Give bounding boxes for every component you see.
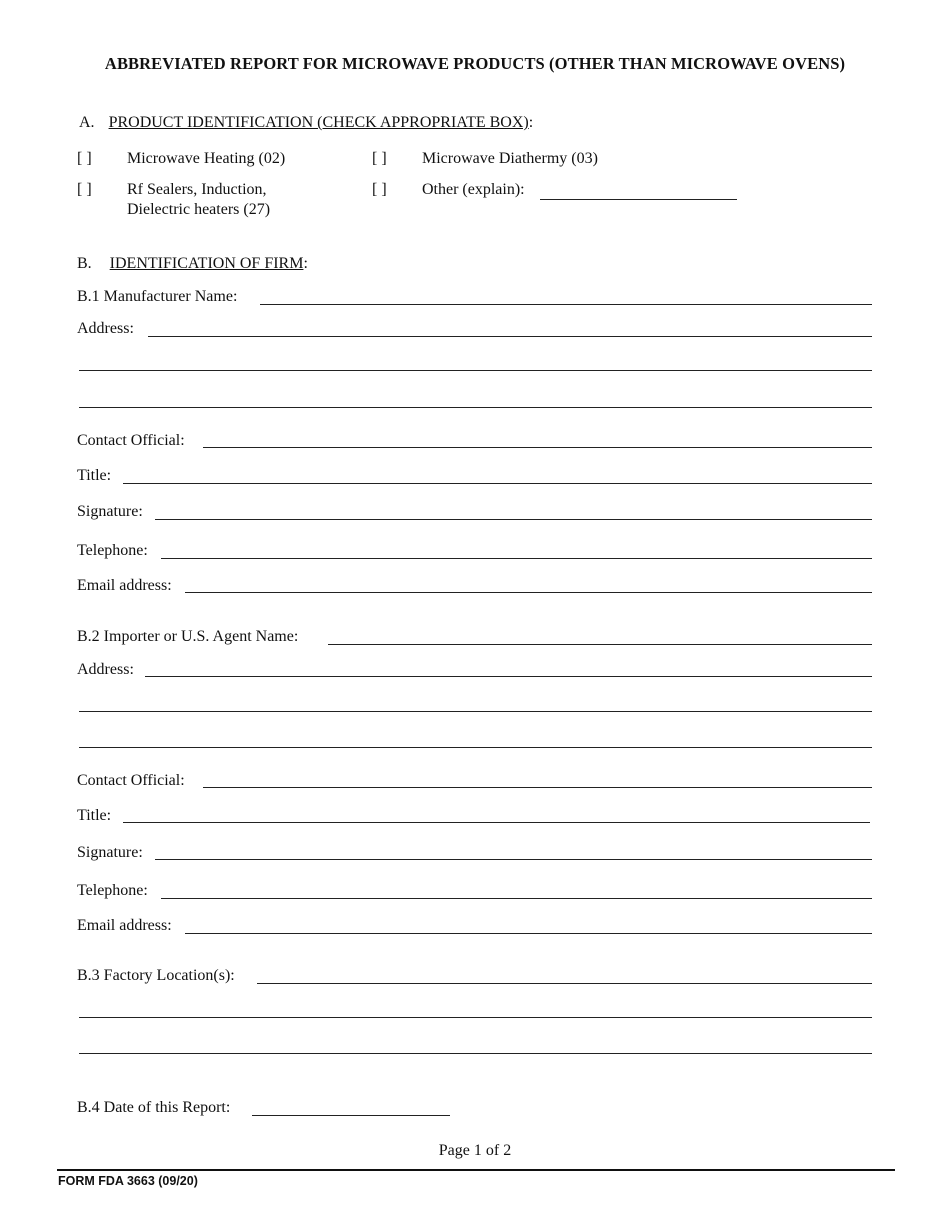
b2-email-field[interactable]	[185, 933, 872, 934]
page-number: Page 1 of 2	[438, 1142, 512, 1159]
b2-email-label: Email address:	[77, 917, 172, 934]
b1-address-field-1[interactable]	[148, 336, 872, 337]
b1-signature-field[interactable]	[155, 519, 872, 520]
b1-address-label: Address:	[77, 320, 134, 337]
manufacturer-name-field[interactable]	[260, 304, 872, 305]
factory-location-label: B.3 Factory Location(s):	[77, 967, 235, 984]
checkbox-microwave-heating[interactable]: [ ]	[77, 150, 92, 167]
b1-address-field-2[interactable]	[79, 370, 872, 371]
b2-signature-label: Signature:	[77, 844, 143, 861]
importer-name-label: B.2 Importer or U.S. Agent Name:	[77, 628, 299, 645]
b2-signature-field[interactable]	[155, 859, 872, 860]
factory-location-field-3[interactable]	[79, 1053, 872, 1054]
b2-address-field-1[interactable]	[145, 676, 872, 677]
b1-signature-label: Signature:	[77, 503, 143, 520]
b1-contact-official-label: Contact Official:	[77, 432, 185, 449]
b2-title-label: Title:	[77, 807, 112, 824]
b2-contact-official-field[interactable]	[203, 787, 872, 788]
section-a-colon: :	[528, 114, 534, 131]
option-rf-sealers-label-line2: Dielectric heaters (27)	[127, 201, 271, 218]
section-b-title: IDENTIFICATION OF FIRM	[109, 255, 304, 272]
b1-title-label: Title:	[77, 467, 112, 484]
other-explain-field[interactable]	[540, 199, 737, 200]
checkbox-rf-sealers[interactable]: [ ]	[77, 181, 92, 198]
report-date-label: B.4 Date of this Report:	[77, 1099, 231, 1116]
footer-rule	[57, 1169, 895, 1171]
form-identifier: FORM FDA 3663 (09/20)	[58, 1174, 198, 1188]
form-title: ABBREVIATED REPORT FOR MICROWAVE PRODUCTS (OTHER THAN MICROWAVE OVENS)	[104, 54, 846, 73]
b2-address-field-2[interactable]	[79, 711, 872, 712]
b2-contact-official-label: Contact Official:	[77, 772, 185, 789]
b2-address-field-3[interactable]	[79, 747, 872, 748]
b2-telephone-field[interactable]	[161, 898, 872, 899]
b2-telephone-label: Telephone:	[77, 882, 148, 899]
b2-address-label: Address:	[77, 661, 134, 678]
section-a-heading	[79, 114, 533, 132]
b1-address-field-3[interactable]	[79, 407, 872, 408]
section-b-letter: B.	[77, 255, 92, 272]
checkbox-microwave-diathermy[interactable]: [ ]	[372, 150, 387, 167]
importer-name-field[interactable]	[328, 644, 872, 645]
section-b-colon: :	[303, 255, 308, 272]
option-rf-sealers-label: Rf Sealers, Induction,	[127, 181, 267, 198]
b2-title-field[interactable]	[123, 822, 870, 823]
section-a-title: PRODUCT IDENTIFICATION (CHECK APPROPRIATE BOX)	[108, 114, 529, 131]
section-b-heading	[77, 255, 308, 273]
b1-email-field[interactable]	[185, 592, 872, 593]
factory-location-field-2[interactable]	[79, 1017, 872, 1018]
b1-telephone-label: Telephone:	[77, 542, 148, 559]
b1-email-label: Email address:	[77, 577, 172, 594]
b1-title-field[interactable]	[123, 483, 872, 484]
option-microwave-diathermy-label: Microwave Diathermy (03)	[422, 150, 598, 167]
checkbox-other[interactable]: [ ]	[372, 181, 387, 198]
b1-contact-official-field[interactable]	[203, 447, 872, 448]
report-date-field[interactable]	[252, 1115, 450, 1116]
section-a-letter: A.	[79, 114, 95, 131]
factory-location-field-1[interactable]	[257, 983, 872, 984]
option-other-label: Other (explain):	[422, 181, 525, 198]
b1-telephone-field[interactable]	[161, 558, 872, 559]
option-microwave-heating-label: Microwave Heating (02)	[127, 150, 286, 167]
manufacturer-name-label: B.1 Manufacturer Name:	[77, 288, 238, 305]
